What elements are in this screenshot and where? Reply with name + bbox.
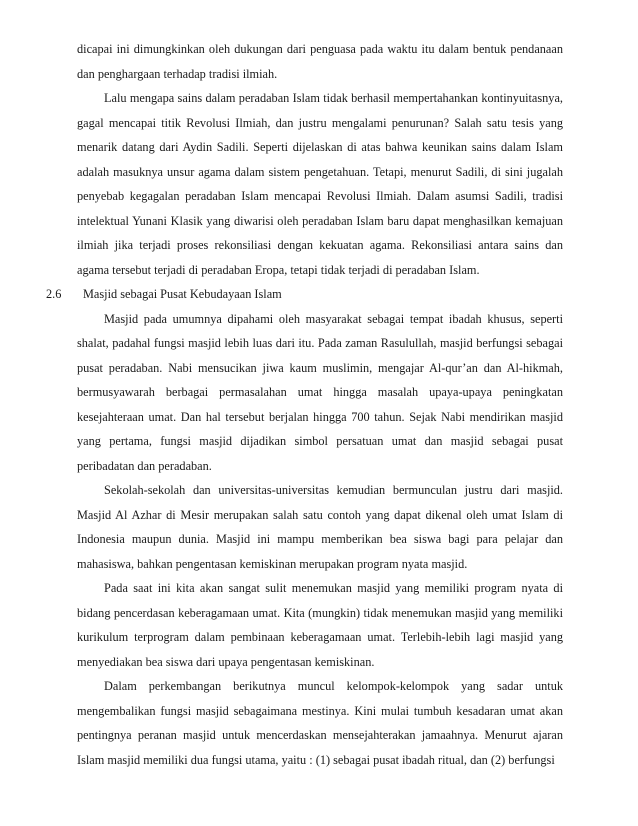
paragraph-sekolah-universitas: Sekolah-sekolah dan universitas-universitas kemudian bermunculan justru dari masjid. Masjid Al Azhar di Mesir merupakan salah satu contoh yang dapat dikenal oleh umat Islam di Indonesia maupun dunia. Masjid ini mampu memberikan bea siswa bagi para pelajar dan mahasiswa, bahkan pengentasan kemiskinan merupakan program nyata masjid. xyxy=(77,483,563,571)
paragraph-program-nyata: Pada saat ini kita akan sangat sulit menemukan masjid yang memiliki program nyata di bidang pencerdasan keberagamaan umat. Kita (mungkin) tidak menemukan masjid yang memiliki kurikulum terprogram dalam pembinaan keberagamaan umat. Terlebih-lebih lagi masjid yang menyediakan bea siswa dari upaya pengentasan kemiskinan. xyxy=(77,581,563,669)
section-number: 2.6 xyxy=(46,287,62,301)
paragraph-sains-islam: Lalu mengapa sains dalam peradaban Islam tidak berhasil mempertahankan kontinyuitasnya, gagal mencapai titik Revolusi Ilmiah, dan justru mengalami penurunan? Salah satu tesis yang menarik datang dari Aydin Sadili. Seperti dijelaskan di atas bahwa keunikan sains dalam Islam adalah masuknya unsur agama dalam sistem pengetahuan. Tetapi, menurut Sadili, di sini jugalah penyebab kegagalan peradaban Islam mencapai Revolusi Ilmiah. Dalam asumsi Sadili, tradisi intelektual Yunani Klasik yang diwarisi oleh peradaban Islam baru dapat menghasilkan kemajuan ilmiah jika terjadi proses rekonsiliasi dengan kekuatan agama. Rekonsiliasi antara sains dan agama tersebut terjadi di peradaban Eropa, tetapi tidak terjadi di peradaban Islam. xyxy=(77,91,563,277)
paragraph-perkembangan: Dalam perkembangan berikutnya muncul kelompok-kelompok yang sadar untuk mengembalikan fungsi masjid sebagaimana mestinya. Kini mulai tumbuh kesadaran umat akan pentingnya peranan masjid untuk mencerdaskan mensejahterakan jamaahnya. Menurut ajaran Islam masjid memiliki dua fungsi utama, yaitu : (1) sebagai pusat ibadah ritual, dan (2) berfungsi xyxy=(77,679,563,767)
section-heading xyxy=(46,282,563,307)
paragraph-continuation: dicapai ini dimungkinkan oleh dukungan dari penguasa pada waktu itu dalam bentuk pendanaan dan penghargaan terhadap tradisi ilmiah. xyxy=(77,42,563,81)
paragraph-fungsi-masjid: Masjid pada umumnya dipahami oleh masyarakat sebagai tempat ibadah khusus, seperti shalat, padahal fungsi masjid lebih luas dari itu. Pada zaman Rasulullah, masjid berfungsi sebagai pusat peradaban. Nabi mensucikan jiwa kaum muslimin, mengajar Al-qur’an dan Al-hikmah, bermusyawarah berbagai permasalahan umat hingga masalah upaya-upaya peningkatan kesejahteraan umat. Dan hal tersebut berjalan hingga 700 tahun. Sejak Nabi mendirikan masjid yang pertama, fungsi masjid dijadikan simbol persatuan umat dan masjid sebagai pusat peribadatan dan peradaban. xyxy=(77,311,563,473)
section-title: Masjid sebagai Pusat Kebudayaan Islam xyxy=(83,287,282,301)
page-body xyxy=(46,37,563,772)
